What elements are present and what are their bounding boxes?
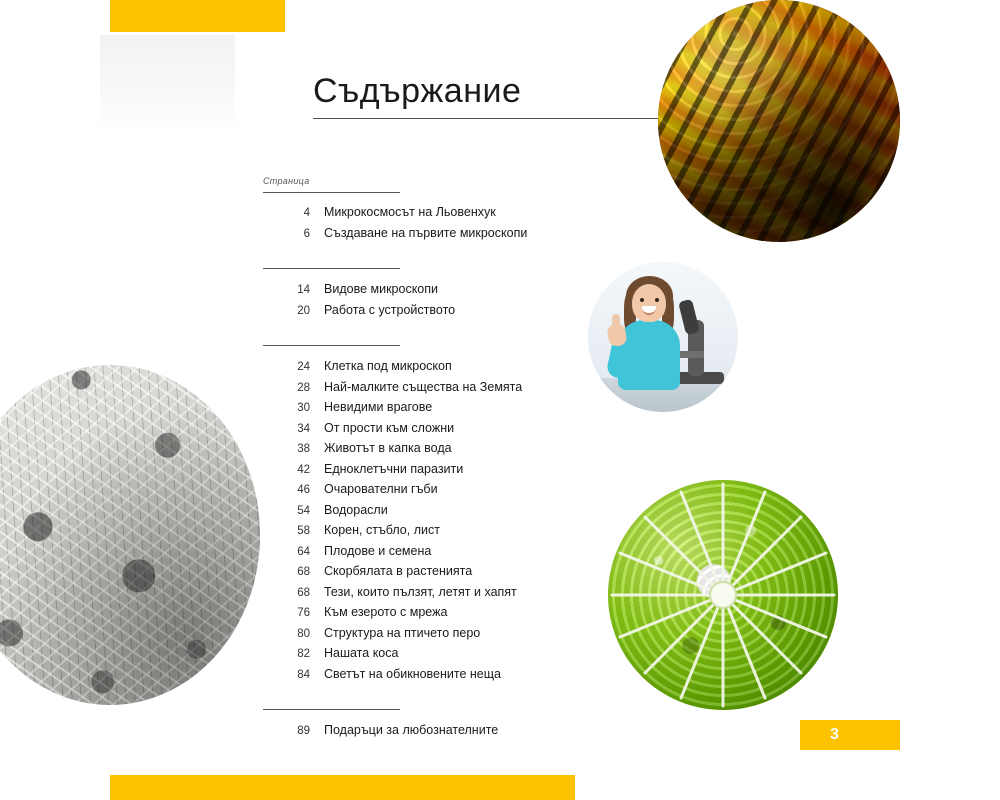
- entry-title: Животът в капка вода: [324, 441, 452, 455]
- entry-page: 64: [297, 545, 310, 558]
- spacer: [263, 323, 593, 333]
- page-number-badge: [800, 720, 900, 750]
- top-yellow-bar: [110, 0, 285, 32]
- entry-page: 20: [297, 304, 310, 317]
- entry-title: Тези, които пълзят, летят и хапят: [324, 584, 517, 599]
- entry-title: Работа с устройството: [324, 302, 456, 317]
- spacer: [263, 246, 593, 256]
- entry-title: Невидими врагове: [324, 400, 433, 414]
- entry-page: 68: [297, 586, 310, 599]
- list-item[interactable]: [263, 303, 593, 324]
- spacer: [263, 687, 593, 697]
- list-item[interactable]: [263, 544, 593, 565]
- list-item[interactable]: [263, 605, 593, 626]
- entry-title: Видове микроскопи: [324, 282, 439, 296]
- list-item[interactable]: [263, 282, 593, 303]
- entry-title: Водорасли: [324, 502, 388, 517]
- list-item[interactable]: [263, 359, 593, 380]
- entry-page: 24: [297, 361, 310, 373]
- entry-page: 82: [297, 648, 310, 660]
- list-item[interactable]: [263, 667, 593, 688]
- entry-title: Корен, стъбло, лист: [324, 523, 440, 537]
- entry-title: Нашата коса: [324, 646, 399, 660]
- entry-page: 68: [297, 566, 310, 578]
- list-item[interactable]: [263, 441, 593, 462]
- thumbs-up-icon: [612, 314, 620, 330]
- entry-title: Създаване на първите микроскопи: [324, 225, 528, 240]
- page-title: Съдържание: [313, 72, 522, 110]
- list-item[interactable]: [263, 646, 593, 667]
- entry-page: 14: [297, 284, 310, 296]
- entry-page: 42: [297, 463, 310, 476]
- entry-title: Клетка под микроскоп: [324, 359, 452, 373]
- toc-divider-top: [263, 192, 400, 193]
- entry-title: Най-малките същества на Земята: [324, 379, 523, 394]
- page-number: 3: [830, 726, 839, 743]
- entry-page: 80: [297, 627, 310, 640]
- toc-group: [263, 709, 499, 744]
- entry-page: 58: [297, 525, 310, 537]
- list-item[interactable]: [263, 723, 593, 744]
- entry-title: Светът на обикновените неща: [324, 666, 501, 681]
- entry-title: От прости към сложни: [324, 420, 455, 435]
- list-item[interactable]: [263, 626, 593, 647]
- list-item[interactable]: [263, 421, 593, 442]
- list-item[interactable]: [263, 205, 593, 226]
- entry-page: 84: [297, 668, 310, 681]
- list-item[interactable]: [263, 564, 593, 585]
- entry-page: 4: [303, 207, 310, 219]
- toc-group: [263, 345, 523, 687]
- entry-page: 6: [303, 227, 310, 240]
- entry-title: Подаръци за любознателните: [324, 723, 499, 737]
- list-item[interactable]: [263, 503, 593, 524]
- orange-cells-photo: [658, 0, 900, 242]
- entry-page: 89: [297, 725, 310, 737]
- list-item[interactable]: [263, 523, 593, 544]
- entry-title: Скорбялата в растенията: [324, 564, 473, 578]
- green-algae-photo: [598, 470, 848, 720]
- entry-page: 54: [297, 504, 310, 517]
- entry-page: 30: [297, 402, 310, 414]
- list-item[interactable]: [263, 400, 593, 421]
- list-item[interactable]: [263, 482, 593, 503]
- toc-group: [263, 268, 456, 323]
- table-of-contents: [263, 176, 593, 744]
- girl-with-microscope-photo: [588, 262, 738, 412]
- grey-gradient-block: [100, 35, 235, 135]
- title-divider: [313, 118, 658, 119]
- porous-bone-tissue-photo: [0, 365, 260, 705]
- entry-title: Очарователни гъби: [324, 482, 438, 496]
- entry-title: Към езерото с мрежа: [324, 605, 448, 619]
- list-item[interactable]: [263, 380, 593, 401]
- list-item[interactable]: [263, 462, 593, 483]
- toc-group: [263, 205, 593, 246]
- entry-page: 46: [297, 484, 310, 496]
- entry-page: 76: [297, 607, 310, 619]
- list-item[interactable]: [263, 585, 593, 606]
- entry-page: 38: [297, 443, 310, 455]
- entry-title: Едноклетъчни паразити: [324, 461, 464, 476]
- entry-page: 28: [297, 381, 310, 394]
- column-header-page: Страница: [263, 176, 310, 186]
- bottom-yellow-bar: [110, 775, 575, 800]
- entry-title: Микрокосмосът на Льовенхук: [324, 205, 496, 219]
- entry-title: Плодове и семена: [324, 543, 432, 558]
- list-item[interactable]: [263, 226, 593, 247]
- entry-title: Структура на птичето перо: [324, 625, 481, 640]
- entry-page: 34: [297, 422, 310, 435]
